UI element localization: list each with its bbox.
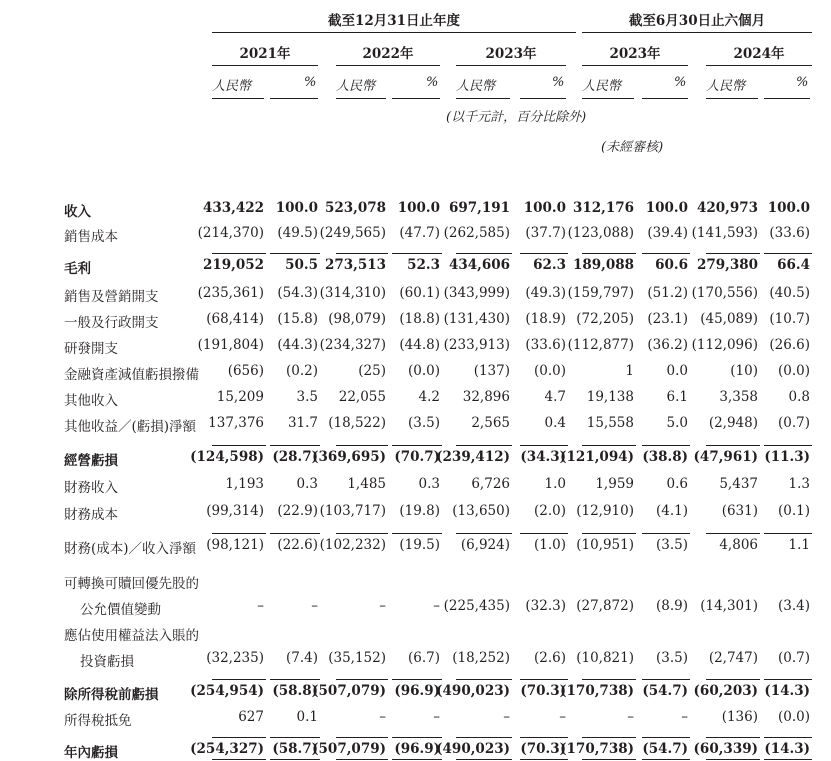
table-cell: 66.4 [777,257,810,273]
table-cell: 523,078 [324,200,386,216]
total-double-rule [212,759,266,760]
table-cell: 50.5 [285,257,318,273]
table-cell: (239,412) [436,449,510,465]
table-cell: (254,327) [190,741,264,757]
subtotal-rule [706,445,760,446]
table-cell: (121,094) [560,449,634,465]
table-cell: (170,738) [560,741,634,757]
table-cell: 0.3 [296,476,318,492]
table-cell: (507,079) [312,741,386,757]
column-heading-rmb: 人民幣 [582,79,622,94]
table-cell: (19.5) [399,537,440,553]
table-cell: – [257,598,264,614]
table-cell: (96.9) [394,683,440,699]
table-cell: (262,585) [443,225,510,241]
table-cell: (18.9) [525,311,566,327]
table-cell: (54.7) [642,741,688,757]
subtotal-rule [456,533,512,534]
row-label: 所得稅抵免 [64,713,132,729]
table-cell: (58.8) [272,683,318,699]
table-cell: (10,951) [576,537,634,553]
table-cell: (507,079) [312,683,386,699]
table-cell: 273,513 [324,257,386,273]
subtotal-rule [456,679,512,680]
total-double-rule [336,759,388,760]
table-cell: (656) [227,363,264,379]
table-cell: (3.4) [777,598,810,614]
table-cell: 0.1 [296,709,318,725]
table-cell: 100.0 [397,200,440,216]
subtotal-rule [520,533,568,534]
table-cell: (22.6) [277,537,318,553]
subtotal-rule [520,679,568,680]
table-cell: (6,924) [460,537,510,553]
subtotal-rule [270,533,320,534]
table-cell: (0.7) [777,650,810,666]
total-double-rule [520,759,568,760]
subtotal-rule [582,737,636,738]
subtotal-rule [270,253,320,254]
table-cell: (13,650) [452,503,510,519]
table-cell: 219,052 [202,257,264,273]
column-heading-percent: % [674,75,687,90]
table-cell: (369,695) [312,449,386,465]
subtotal-rule [212,533,266,534]
table-cell: – [433,598,440,614]
table-cell: (2.6) [533,650,566,666]
column-heading-percent: % [796,75,809,90]
table-cell: (4.1) [655,503,688,519]
table-cell: (54.7) [642,683,688,699]
row-label: 經營虧損 [64,453,118,469]
year-rule [706,65,812,66]
table-cell: (33.6) [769,225,810,241]
subheading-rule [336,98,386,99]
table-cell: 0.6 [666,476,688,492]
subheading-rule [212,98,264,99]
total-double-rule [764,759,812,760]
subtotal-rule [456,253,512,254]
table-cell: 22,055 [338,389,386,405]
year-rule [456,65,566,66]
table-cell: (0.0) [777,363,810,379]
subtotal-rule [270,737,320,738]
table-cell: (234,327) [319,337,386,353]
subtotal-rule [582,445,636,446]
row-label: 除所得稅前虧損 [64,687,159,703]
table-cell: 15,209 [216,389,264,405]
total-double-rule [642,759,690,760]
table-cell: 1.1 [788,537,810,553]
table-cell: 5,437 [719,476,758,492]
total-double-rule [582,759,636,760]
column-heading-rmb: 人民幣 [212,79,252,94]
subtotal-rule [336,445,388,446]
table-cell: (98,121) [206,537,264,553]
subheading-rule [642,98,688,99]
table-cell: 189,088 [572,257,634,273]
table-cell: 279,380 [696,257,758,273]
subtotal-rule [520,737,568,738]
row-label: 其他收益／(虧損)淨額 [64,419,197,435]
table-cell: (70.3) [520,683,566,699]
row-label: 研發開支 [64,341,118,357]
row-label: 金融資產減值虧損撥備 [64,367,199,383]
table-cell: 1 [625,363,634,379]
table-cell: (27,872) [576,598,634,614]
subtotal-rule [642,253,690,254]
subtotal-rule [764,445,812,446]
year-heading: 2022年 [362,46,414,62]
subtotal-rule [764,533,812,534]
subtotal-rule [764,737,812,738]
year-heading: 2024年 [733,46,785,62]
period-heading-fiscal-year: 截至12月31日止年度 [327,13,461,29]
table-cell: (0.2) [285,363,318,379]
period-heading-six-months: 截至6月30日止六個月 [628,13,766,29]
column-heading-percent: % [552,75,565,90]
table-cell: 0.4 [544,415,566,431]
table-cell: (3.5) [655,537,688,553]
table-cell: (38.8) [642,449,688,465]
subtotal-rule [706,253,760,254]
table-cell: (1.0) [533,537,566,553]
table-cell: 6.1 [666,389,688,405]
table-cell: (19.8) [399,503,440,519]
table-cell: (103,717) [319,503,386,519]
subtotal-rule [642,445,690,446]
table-cell: (170,738) [560,683,634,699]
table-cell: 62.3 [533,257,566,273]
row-label: 其他收入 [64,393,118,409]
table-cell: (0.0) [407,363,440,379]
table-cell: (47,961) [693,449,758,465]
table-cell: 433,422 [202,200,264,216]
subtotal-rule [582,679,636,680]
table-cell: (96.9) [394,741,440,757]
table-cell: 31.7 [287,415,318,431]
table-cell: (68,414) [206,311,264,327]
subtotal-rule [212,737,266,738]
row-label: 年內虧損 [64,745,118,761]
table-cell: (490,023) [436,741,510,757]
subtotal-rule [336,679,388,680]
table-cell: 434,606 [448,257,510,273]
table-cell: 1,485 [347,476,386,492]
table-cell: 420,973 [696,200,758,216]
table-cell: 0.8 [788,389,810,405]
table-cell: (44.3) [277,337,318,353]
table-cell: – [503,709,510,725]
table-cell: (36.2) [647,337,688,353]
subtotal-rule [642,737,690,738]
table-cell: (98,079) [328,311,386,327]
subtotal-rule [392,445,442,446]
row-label: 財務(成本)／收入淨額 [64,541,197,557]
table-cell: (34.3) [520,449,566,465]
table-cell: (123,088) [567,225,634,241]
row-label: 銷售成本 [64,229,118,245]
table-cell: (12,910) [576,503,634,519]
subtotal-rule [520,253,568,254]
table-cell: (3.5) [407,415,440,431]
table-cell: (99,314) [206,503,264,519]
subtotal-rule [392,253,442,254]
table-cell: 1.3 [788,476,810,492]
table-cell: (137) [473,363,510,379]
table-cell: (60,203) [693,683,758,699]
subtotal-rule [456,445,512,446]
subtotal-rule [642,533,690,534]
period-rule-six-months [582,32,812,33]
table-cell: (32.3) [525,598,566,614]
subtotal-rule [212,253,266,254]
table-cell: (7.4) [285,650,318,666]
table-cell: 100.0 [523,200,566,216]
table-cell: 4.2 [418,389,440,405]
table-cell: 697,191 [448,200,510,216]
table-cell: 0.0 [666,363,688,379]
table-cell: – [559,709,566,725]
subheading-rule [520,98,566,99]
table-cell: 52.3 [407,257,440,273]
table-cell: (18.8) [399,311,440,327]
table-cell: (159,797) [567,285,634,301]
table-cell: 100.0 [275,200,318,216]
total-double-rule [456,759,512,760]
year-rule [336,65,440,66]
table-cell: (124,598) [190,449,264,465]
row-label: 收入 [64,204,91,220]
year-heading: 2023年 [609,46,661,62]
subtotal-rule [642,679,690,680]
table-cell: (112,877) [567,337,634,353]
table-cell: (314,310) [319,285,386,301]
table-cell: (14,301) [700,598,758,614]
subtotal-rule [582,253,636,254]
table-cell: (102,232) [319,537,386,553]
table-cell: 137,376 [208,415,264,431]
table-cell: (2,747) [708,650,758,666]
table-cell: (39.4) [647,225,688,241]
table-cell: 60.6 [655,257,688,273]
table-cell: 312,176 [572,200,634,216]
table-cell: (3.5) [655,650,688,666]
table-cell: 1.0 [544,476,566,492]
row-label: 可轉換可贖回優先股的 [64,576,199,592]
subtotal-rule [336,737,388,738]
column-heading-rmb: 人民幣 [456,79,496,94]
row-label: 公允價值變動 [80,602,161,618]
table-cell: (214,370) [197,225,264,241]
table-cell: (58.7) [272,741,318,757]
table-cell: (10,821) [576,650,634,666]
subtotal-rule [520,445,568,446]
table-cell: – [681,709,688,725]
table-cell: (10) [730,363,758,379]
table-cell: (191,804) [197,337,264,353]
subtotal-rule [270,679,320,680]
table-cell: (60,339) [693,741,758,757]
table-cell: – [379,598,386,614]
table-cell: (0.1) [777,503,810,519]
table-cell: 15,558 [586,415,634,431]
table-cell: (40.5) [769,285,810,301]
table-cell: (70.7) [394,449,440,465]
table-cell: (490,023) [436,683,510,699]
row-label: 財務收入 [64,480,118,496]
table-cell: (51.2) [647,285,688,301]
table-cell: 3.5 [296,389,318,405]
subheading-rule [270,98,318,99]
subheading-rule [706,98,758,99]
table-cell: 5.0 [666,415,688,431]
table-cell: (2,948) [708,415,758,431]
table-cell: (26.6) [769,337,810,353]
table-cell: (254,954) [190,683,264,699]
table-cell: (170,556) [691,285,758,301]
table-cell: 100.0 [767,200,810,216]
table-cell: (22.9) [277,503,318,519]
row-label: 投資虧損 [80,654,134,670]
subheading-rule [456,98,510,99]
subtotal-rule [392,737,442,738]
table-cell: (0.0) [777,709,810,725]
unaudited-note: (未經審核) [601,140,664,155]
table-cell: (0.7) [777,415,810,431]
subtotal-rule [764,253,812,254]
table-cell: (15.8) [277,311,318,327]
year-heading: 2023年 [485,46,537,62]
total-double-rule [706,759,760,760]
table-cell: (47.7) [399,225,440,241]
table-cell: 19,138 [586,389,634,405]
table-cell: – [379,709,386,725]
table-cell: (37.7) [525,225,566,241]
table-cell: (45,089) [700,311,758,327]
subtotal-rule [764,679,812,680]
row-label: 銷售及營銷開支 [64,289,159,305]
table-cell: (8.9) [655,598,688,614]
table-cell: (33.6) [525,337,566,353]
subtotal-rule [270,445,320,446]
table-cell: 627 [238,709,264,725]
subtotal-rule [706,679,760,680]
column-heading-rmb: 人民幣 [336,79,376,94]
table-cell: (70.3) [520,741,566,757]
table-cell: (60.1) [399,285,440,301]
unit-note: (以千元計，百分比除外) [446,110,587,125]
subheading-rule [392,98,440,99]
table-cell: (49.3) [525,285,566,301]
table-cell: (631) [721,503,758,519]
table-cell: (11.3) [764,449,810,465]
row-label: 應佔使用權益法入賬的 [64,628,199,644]
table-cell: (249,565) [319,225,386,241]
table-cell: (49.5) [277,225,318,241]
subheading-rule [582,98,634,99]
table-cell: 32,896 [462,389,510,405]
table-cell: – [311,598,318,614]
table-cell: (32,235) [206,650,264,666]
subheading-rule [764,98,810,99]
subtotal-rule [706,737,760,738]
table-cell: (54.3) [277,285,318,301]
table-cell: (136) [721,709,758,725]
table-cell: (72,205) [576,311,634,327]
year-heading: 2021年 [239,46,291,62]
row-label: 財務成本 [64,507,118,523]
total-double-rule [270,759,320,760]
subtotal-rule [212,445,266,446]
table-cell: – [433,709,440,725]
table-cell: (141,593) [691,225,758,241]
table-cell: (23.1) [647,311,688,327]
table-cell: 2,565 [471,415,510,431]
subtotal-rule [336,533,388,534]
table-cell: (14.3) [764,683,810,699]
total-double-rule [392,759,442,760]
table-cell: (25) [358,363,386,379]
table-cell: 100.0 [645,200,688,216]
table-cell: (6.7) [407,650,440,666]
column-heading-percent: % [304,75,317,90]
table-cell: (2.0) [533,503,566,519]
period-rule-fiscal-year [212,32,576,33]
table-cell: 4.7 [544,389,566,405]
table-cell: (131,430) [443,311,510,327]
subtotal-rule [392,679,442,680]
subtotal-rule [456,737,512,738]
table-cell: (10.7) [769,311,810,327]
table-cell: (28.7) [272,449,318,465]
subtotal-rule [582,533,636,534]
table-cell: (18,522) [328,415,386,431]
table-cell: (18,252) [452,650,510,666]
table-cell: 4,806 [719,537,758,553]
table-cell: (343,999) [443,285,510,301]
table-cell: (0.0) [533,363,566,379]
subtotal-rule [392,533,442,534]
subtotal-rule [706,533,760,534]
table-cell: (112,096) [691,337,758,353]
year-rule [212,65,318,66]
year-rule [582,65,688,66]
subtotal-rule [212,679,266,680]
table-cell: 1,959 [595,476,634,492]
table-cell: 0.3 [418,476,440,492]
column-heading-percent: % [426,75,439,90]
table-cell: (44.8) [399,337,440,353]
table-cell: (233,913) [443,337,510,353]
table-cell: 3,358 [719,389,758,405]
table-cell: (14.3) [764,741,810,757]
row-label: 毛利 [64,261,91,277]
table-cell: 1,193 [225,476,264,492]
column-heading-rmb: 人民幣 [706,79,746,94]
row-label: 一般及行政開支 [64,315,159,331]
table-cell: 6,726 [471,476,510,492]
table-cell: (35,152) [328,650,386,666]
table-cell: (225,435) [443,598,510,614]
table-cell: – [627,709,634,725]
table-cell: (235,361) [197,285,264,301]
subtotal-rule [336,253,388,254]
